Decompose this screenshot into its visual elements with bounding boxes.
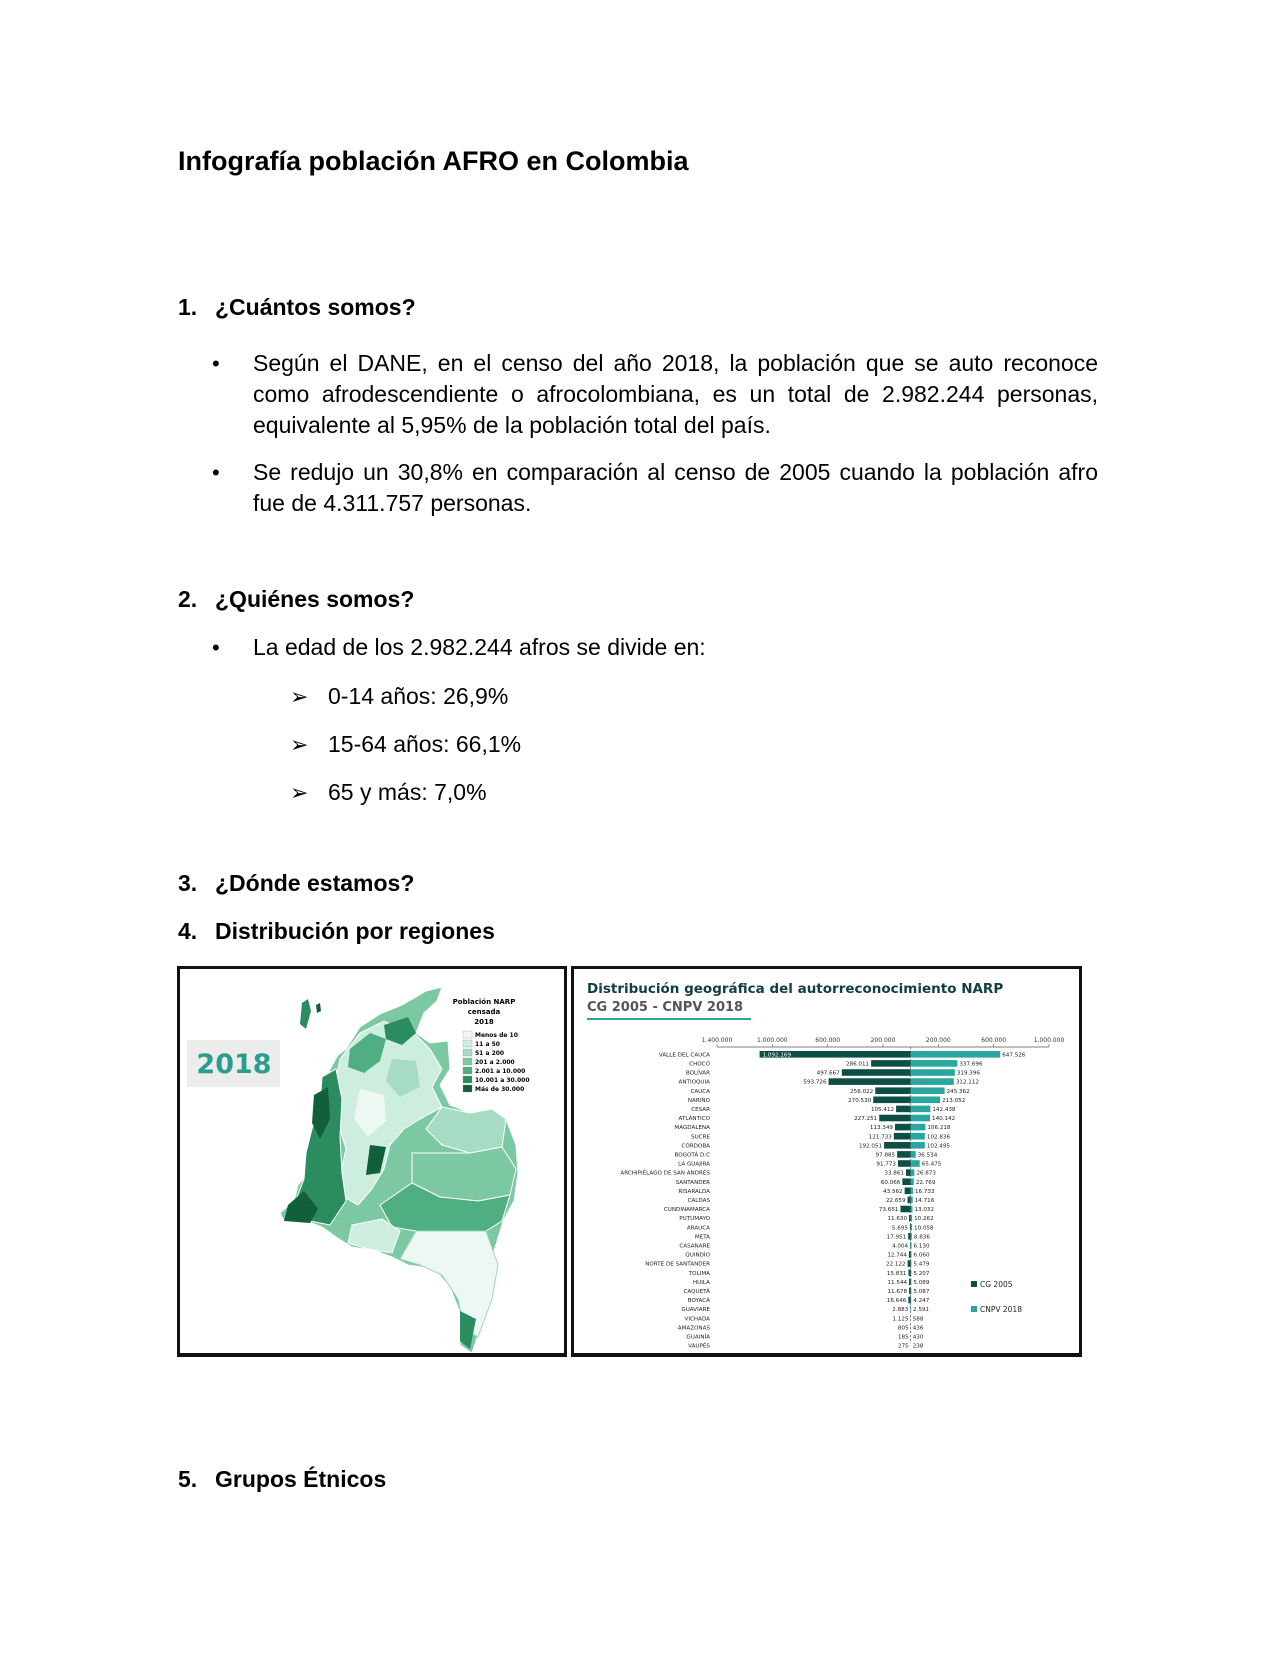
category-label: SUCRE [691,1134,710,1141]
data-label-cnpv2018: 36.534 [917,1152,938,1159]
data-label-cnpv2018: 319.396 [956,1070,980,1077]
age-group-text: 0-14 años: 26,9% [328,683,509,709]
data-label-cnpv2018: 14.716 [914,1198,935,1204]
bullet-item [212,457,1098,519]
data-label-cg2005: 16.646 [886,1298,907,1305]
bar-cnpv2018 [911,1142,925,1149]
bar-cnpv2018 [911,1106,931,1113]
data-label-cnpv2018: 436 [912,1325,924,1332]
bullet-text: Se redujo un 30,8% en comparación al censo de 2005 cuando la población afro fue de 4.311.757 personas. [253,459,1098,516]
age-group-item [290,731,521,758]
data-label-cg2005: 1.125 [892,1316,909,1323]
category-label: TOLIMA [688,1270,710,1277]
section-heading-cuantos [178,294,416,321]
data-label-cnpv2018: 13.032 [914,1207,935,1214]
bar-cg2005 [894,1133,911,1140]
data-label-cnpv2018: 102.495 [926,1143,950,1150]
data-label-cnpv2018: 337.696 [959,1061,983,1068]
category-label: BOLÍVAR [685,1070,710,1077]
category-label: VAUPÉS [688,1343,710,1350]
bar-cg2005 [871,1060,911,1067]
bullet-text: Según el DANE, en el censo del año 2018, la población que se auto reconoce como afrodescendiente o afrocolombiana, es un total de 2.982.244 personas, equivalente al 5,95% de la población total del país. [253,350,1098,438]
bar-cg2005 [908,1269,910,1276]
section-title: ¿Cuántos somos? [215,294,416,320]
age-group-item [290,779,487,806]
data-label-cnpv2018: 5.207 [913,1270,930,1277]
chart-bars [620,1051,1025,1350]
category-label: MAGDALENA [674,1125,710,1132]
data-label-cnpv2018: 5.087 [913,1289,930,1295]
category-label: SANTANDER [675,1179,710,1186]
legend-swatch [463,1031,472,1038]
category-label: META [694,1234,710,1241]
data-label-cg2005: 60.066 [880,1179,901,1186]
bar-cnpv2018 [911,1224,912,1231]
legend-label: 51 a 200 [475,1050,505,1057]
legend-swatch [463,1085,472,1092]
category-label: RISARALDA [678,1188,710,1195]
data-label-cg2005: 73.651 [878,1207,899,1214]
bullet-text: La edad de los 2.982.244 afros se divide en: [253,634,706,660]
bar-cg2005 [875,1087,910,1094]
bar-cg2005 [842,1069,911,1076]
bar-cnpv2018 [911,1297,912,1304]
bar-cg2005 [906,1169,911,1176]
data-label-cnpv2018: 647.526 [1002,1052,1026,1059]
section-number: 2. [178,586,198,612]
category-label: NORTE DE SANTANDER [645,1261,710,1268]
data-label-cnpv2018: 238 [912,1343,924,1350]
category-label: BOGOTÁ D.C [674,1152,710,1159]
legend-label: 2.001 a 10.000 [475,1068,526,1075]
data-label-cnpv2018: 22.769 [915,1179,936,1186]
section-heading-donde [178,870,414,897]
category-label: PUTUMAYO [679,1216,710,1223]
subtitle-underline [587,1018,751,1020]
data-label-cnpv2018: 2.591 [913,1307,930,1314]
legend-swatch [463,1076,472,1083]
data-label-cg2005: 275 [897,1343,909,1350]
category-label: CHOCÓ [689,1061,710,1068]
x-tick-label: 600.000 [981,1037,1007,1044]
bar-cnpv2018 [911,1251,912,1258]
bar-cg2005 [909,1288,911,1295]
bar-cg2005 [897,1151,911,1158]
legend-swatch [971,1306,977,1312]
data-label-cg2005: 22.659 [885,1198,906,1204]
data-label-cg2005: 22.122 [886,1261,906,1268]
data-label-cg2005: 1.092.169 [762,1052,792,1059]
data-label-cnpv2018: 588 [912,1316,924,1323]
section-heading-distribucion [178,918,495,945]
arrow-bullet-icon: ➢ [290,683,309,709]
category-label: ANTIOQUIA [678,1079,710,1086]
legend-label: 201 a 2.000 [475,1059,515,1066]
chart-figure [571,966,1082,1357]
category-label: VICHADA [684,1316,710,1323]
x-tick-label: 200.000 [870,1037,896,1044]
legend-title: censada [467,1008,501,1016]
data-label-cg2005: 593.726 [803,1079,827,1086]
bar-cnpv2018 [911,1133,925,1140]
x-tick-label: 1.000.000 [1033,1037,1065,1044]
bar-cnpv2018 [911,1188,913,1195]
legend-label: CNPV 2018 [980,1305,1022,1314]
bar-cg2005 [908,1297,910,1304]
data-label-cg2005: 256.022 [850,1088,874,1095]
data-label-cnpv2018: 142.438 [932,1107,956,1113]
category-label: ARCHIPIÉLAGO DE SAN ANDRÉS [620,1170,710,1177]
bar-cnpv2018 [911,1288,912,1295]
legend-swatch [463,1040,472,1047]
legend-label: CG 2005 [980,1280,1013,1289]
age-group-item [290,683,508,710]
x-tick-label: 600.000 [815,1037,841,1044]
bar-cg2005 [884,1142,911,1149]
map-legend [463,1031,530,1093]
category-label: CALDAS [687,1198,710,1204]
data-label-cg2005: 227.251 [854,1116,878,1123]
map-figure [177,966,567,1357]
bar-cnpv2018 [911,1051,1001,1058]
bar-cnpv2018 [911,1160,920,1167]
arrow-bullet-icon: ➢ [290,731,309,757]
category-label: CAQUETÁ [683,1289,710,1295]
age-group-text: 65 y más: 7,0% [328,779,487,805]
bar-cg2005 [909,1215,911,1222]
chart-legend [971,1280,1022,1314]
data-label-cg2005: 113.349 [869,1125,893,1132]
data-label-cg2005: 43.562 [883,1188,903,1195]
bar-cnpv2018 [911,1115,930,1122]
section-heading-quienes [178,586,414,613]
bar-cnpv2018 [911,1169,915,1176]
bar-cg2005 [910,1224,911,1231]
data-label-cnpv2018: 10.262 [914,1216,934,1223]
bar-cg2005 [873,1097,910,1104]
bar-cnpv2018 [911,1151,916,1158]
data-label-cg2005: 12.744 [887,1252,907,1259]
data-label-cg2005: 192.051 [858,1143,883,1150]
bar-cg2005 [898,1160,911,1167]
bar-cg2005 [909,1279,911,1286]
bar-cnpv2018 [911,1279,912,1286]
bar-cnpv2018 [911,1078,954,1085]
data-label-cnpv2018: 10.058 [914,1225,934,1232]
category-label: QUINDÍO [685,1252,710,1259]
data-label-cnpv2018: 140.142 [932,1116,956,1123]
section-title: ¿Dónde estamos? [215,870,415,896]
data-label-cg2005: 5.695 [891,1225,908,1232]
data-label-cnpv2018: 102.836 [926,1134,951,1141]
category-label: ARAUCA [686,1225,710,1232]
category-label: CÓRDOBA [681,1143,710,1150]
category-label: AMAZONAS [677,1325,710,1332]
legend-swatch [971,1281,977,1287]
data-label-cg2005: 15.831 [886,1270,907,1277]
x-tick-label: 1.000.000 [757,1037,788,1044]
bar-cg2005 [895,1124,911,1131]
section-number: 5. [178,1466,198,1492]
section-title: ¿Quiénes somos? [215,586,415,612]
bullet-glyph: • [212,351,220,376]
legend-label: 11 a 50 [475,1041,500,1048]
age-group-text: 15-64 años: 66,1% [328,731,522,757]
bar-cnpv2018 [911,1269,912,1276]
map-region-amazonas [400,1231,498,1337]
category-label: GUAVIARE [681,1307,710,1314]
legend-title: Población NARP [452,998,516,1006]
colombia-map [180,969,564,1353]
data-label-cg2005: 121.733 [868,1134,892,1141]
data-label-cnpv2018: 8.836 [913,1234,930,1241]
bar-cnpv2018 [911,1124,926,1131]
section-heading-grupos [178,1466,386,1493]
category-label: CESAR [691,1107,710,1113]
data-label-cg2005: 11.544 [887,1279,908,1286]
bar-cnpv2018 [911,1060,958,1067]
bar-cg2005 [909,1251,911,1258]
data-label-cnpv2018: 5.089 [913,1279,930,1286]
data-label-cnpv2018: 245.362 [946,1088,970,1095]
bar-cnpv2018 [911,1260,912,1267]
bar-cnpv2018 [911,1242,912,1249]
bar-cg2005 [908,1197,911,1204]
section-number: 4. [178,918,198,944]
data-label-cg2005: 185 [897,1334,909,1341]
bar-cnpv2018 [911,1069,955,1076]
x-tick-label: 1.400.000 [701,1037,733,1044]
data-label-cg2005: 97.885 [875,1152,896,1159]
category-label: CAUCA [690,1088,710,1095]
x-tick-label: 200.000 [925,1037,951,1044]
bullet-item [212,632,1098,663]
data-label-cnpv2018: 5.479 [913,1261,930,1268]
section-number: 1. [178,294,198,320]
data-label-cnpv2018: 312.112 [955,1079,979,1086]
legend-swatch [463,1067,472,1074]
bar-cnpv2018 [911,1206,913,1213]
bullet-glyph: • [212,635,220,660]
data-label-cg2005: 805 [897,1325,909,1332]
page-title: Infografía población AFRO en Colombia [178,146,689,176]
data-label-cnpv2018: 6.060 [913,1252,930,1259]
data-label-cg2005: 11.630 [887,1216,908,1223]
arrow-bullet-icon: ➢ [290,779,309,805]
category-label: BOYACÁ [687,1298,710,1305]
data-label-cg2005: 105.412 [870,1107,895,1113]
narp-bar-chart [574,969,1079,1353]
bullet-glyph: • [212,460,220,485]
section-title: Grupos Étnicos [215,1466,387,1492]
section-number: 3. [178,870,198,896]
bar-cg2005 [829,1078,911,1085]
data-label-cnpv2018: 430 [912,1334,924,1341]
legend-swatch [463,1058,472,1065]
bar-cg2005 [908,1233,910,1240]
chart-subtitle: CG 2005 - CNPV 2018 [587,1000,744,1015]
bar-cnpv2018 [911,1097,940,1104]
data-label-cnpv2018: 26.873 [916,1170,936,1177]
data-label-cnpv2018: 4.247 [913,1298,930,1305]
bar-cg2005 [900,1206,910,1213]
map-region [316,1003,321,1013]
category-label: GUAINÍA [686,1334,710,1341]
bar-cnpv2018 [911,1197,913,1204]
year-label: 2018 [196,1049,272,1080]
chart-title: Distribución geográfica del autorreconocimiento NARP [587,981,1004,997]
data-label-cnpv2018: 65.475 [921,1161,942,1168]
category-label: CASANARE [679,1243,710,1250]
data-label-cnpv2018: 6.130 [913,1243,930,1250]
category-label: VALLE DEL CAUCA [658,1052,710,1059]
legend-title: 2018 [474,1018,494,1026]
map-region [300,999,311,1029]
data-label-cg2005: 11.678 [887,1289,908,1295]
data-label-cg2005: 497.667 [816,1070,840,1077]
legend-swatch [463,1049,472,1056]
data-label-cg2005: 286.011 [845,1061,870,1068]
bar-cnpv2018 [911,1215,912,1222]
bullet-item [212,348,1098,441]
data-label-cnpv2018: 106.218 [927,1125,951,1132]
data-label-cg2005: 33.861 [884,1170,904,1177]
data-label-cg2005: 270.530 [848,1097,872,1104]
section-title: Distribución por regiones [215,918,495,944]
bar-cnpv2018 [911,1087,945,1094]
bar-cg2005 [879,1115,910,1122]
bar-cg2005 [902,1178,910,1185]
legend-label: Más de 30.000 [475,1086,525,1093]
category-label: NARIÑO [687,1097,710,1104]
legend-label: 10.001 a 30.000 [475,1077,530,1084]
legend-label: Menos de 10 [475,1032,518,1039]
data-label-cg2005: 91.773 [876,1161,896,1168]
bar-cg2005 [908,1260,911,1267]
bar-cg2005 [896,1106,911,1113]
data-label-cnpv2018: 16.733 [914,1188,935,1195]
category-label: ATLÁNTICO [678,1116,710,1123]
bar-cnpv2018 [911,1233,912,1240]
bar-cg2005 [910,1242,911,1249]
category-label: LA GUAJIRA [678,1161,710,1168]
category-label: HUILA [692,1279,710,1286]
bar-cg2005 [905,1188,911,1195]
data-label-cnpv2018: 213.052 [942,1097,966,1104]
bar-cnpv2018 [911,1178,914,1185]
category-label: CUNDINAMARCA [663,1207,710,1214]
data-label-cg2005: 2.883 [892,1307,909,1314]
data-label-cg2005: 4.004 [892,1243,909,1250]
data-label-cg2005: 17.951 [886,1234,907,1241]
